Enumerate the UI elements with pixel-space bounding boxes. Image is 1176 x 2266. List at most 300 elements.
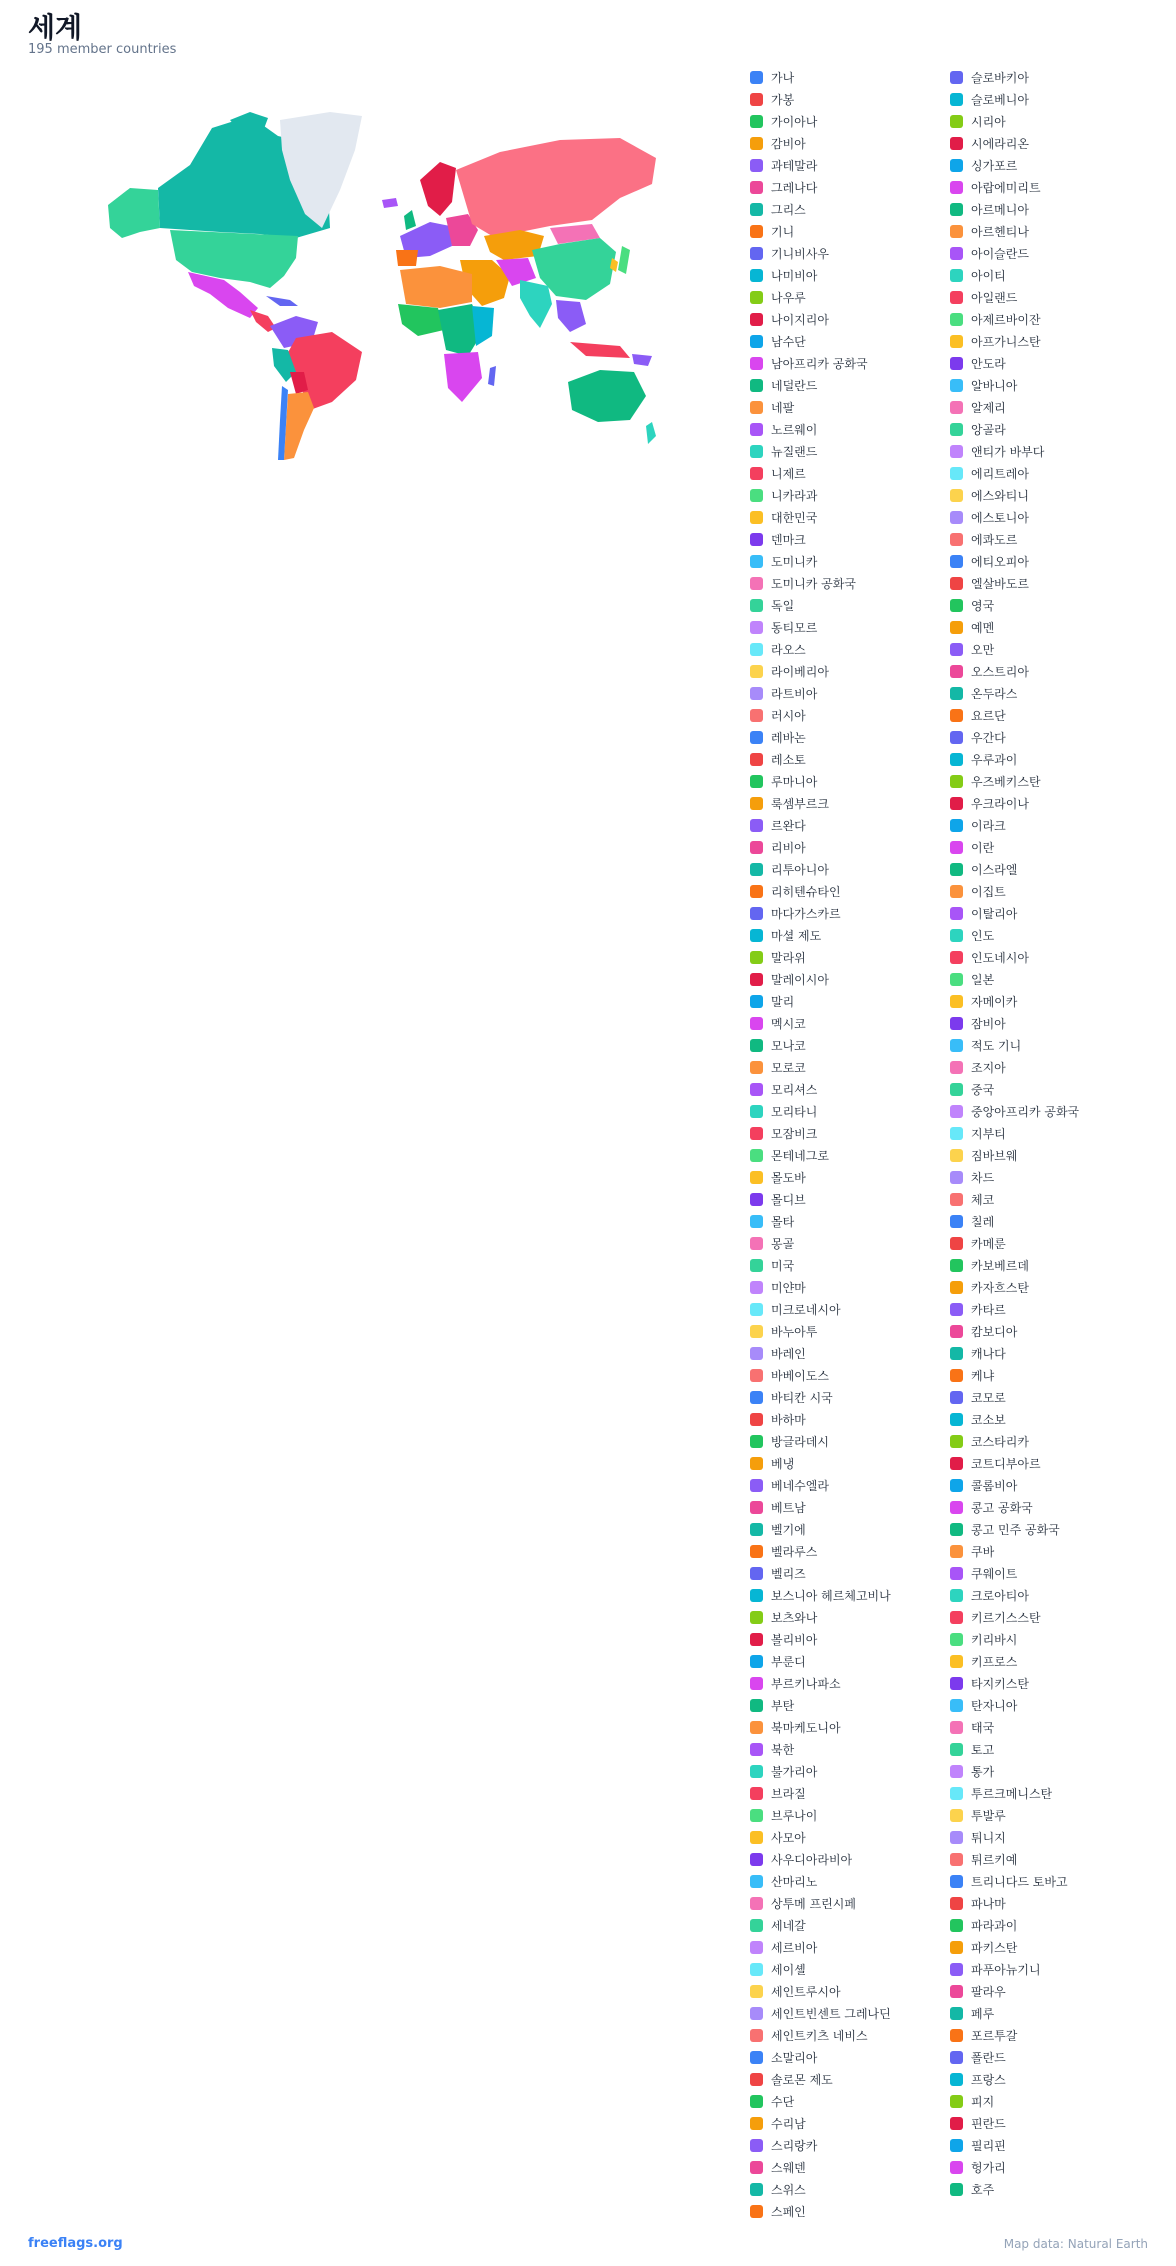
- legend-item[interactable]: [750, 1474, 950, 1496]
- legend-label: 리히텐슈타인: [771, 884, 841, 899]
- color-swatch: [950, 1743, 963, 1756]
- legend-item[interactable]: [950, 1452, 1150, 1474]
- legend-label: 바하마: [771, 1412, 806, 1427]
- legend-label: 멕시코: [771, 1016, 806, 1031]
- legend-label: 코트디부아르: [971, 1456, 1041, 1471]
- legend-item[interactable]: [950, 946, 1150, 968]
- legend-item[interactable]: [750, 220, 950, 242]
- legend-item[interactable]: [950, 990, 1150, 1012]
- legend-item[interactable]: [950, 1870, 1150, 1892]
- legend-item[interactable]: [950, 198, 1150, 220]
- map-region-argentina[interactable]: [284, 392, 314, 460]
- legend-label: 스위스: [771, 2182, 806, 2197]
- legend-item[interactable]: [950, 1232, 1150, 1254]
- legend-item[interactable]: [950, 1518, 1150, 1540]
- color-swatch: [950, 907, 963, 920]
- legend-item[interactable]: [950, 2024, 1150, 2046]
- legend-item[interactable]: [950, 1100, 1150, 1122]
- map-region-australia[interactable]: [568, 370, 646, 422]
- legend-item[interactable]: [750, 1694, 950, 1716]
- legend-item[interactable]: [950, 330, 1150, 352]
- legend-item[interactable]: [950, 1430, 1150, 1452]
- legend-item[interactable]: [950, 1188, 1150, 1210]
- legend-item[interactable]: [950, 594, 1150, 616]
- legend-item[interactable]: [750, 176, 950, 198]
- legend-item[interactable]: [750, 836, 950, 858]
- legend-item[interactable]: [750, 1056, 950, 1078]
- legend-item[interactable]: [950, 374, 1150, 396]
- legend-label: 투르크메니스탄: [971, 1786, 1053, 1801]
- legend-item[interactable]: [750, 1232, 950, 1254]
- legend-item[interactable]: [750, 1870, 950, 1892]
- legend-item[interactable]: [950, 1540, 1150, 1562]
- legend-item[interactable]: [950, 1408, 1150, 1430]
- legend-label: 아랍에미리트: [971, 180, 1041, 195]
- legend-item[interactable]: [750, 1408, 950, 1430]
- color-swatch: [950, 71, 963, 84]
- legend-item[interactable]: [950, 1716, 1150, 1738]
- legend-item[interactable]: [950, 484, 1150, 506]
- map-region-png[interactable]: [632, 354, 652, 366]
- legend-label: 탄자니아: [971, 1698, 1018, 1713]
- legend-item[interactable]: [750, 638, 950, 660]
- legend-item[interactable]: [750, 374, 950, 396]
- color-swatch: [950, 1215, 963, 1228]
- legend-item[interactable]: [950, 1034, 1150, 1056]
- legend-item[interactable]: [750, 110, 950, 132]
- legend-item[interactable]: [750, 88, 950, 110]
- legend-item[interactable]: [750, 1144, 950, 1166]
- legend-label: 브라질: [771, 1786, 806, 1801]
- legend-label: 일본: [971, 972, 995, 987]
- legend-label: 북한: [771, 1742, 795, 1757]
- legend-item[interactable]: [750, 2002, 950, 2024]
- legend-item[interactable]: [950, 352, 1150, 374]
- color-swatch: [950, 203, 963, 216]
- legend-item[interactable]: [750, 1980, 950, 2002]
- color-swatch: [950, 1567, 963, 1580]
- legend-item[interactable]: [950, 2046, 1150, 2068]
- legend-item[interactable]: [750, 1364, 950, 1386]
- legend-label: 잠비아: [971, 1016, 1006, 1031]
- legend-item[interactable]: [950, 1210, 1150, 1232]
- map-region-new-zealand[interactable]: [646, 422, 656, 444]
- legend-item[interactable]: [750, 2024, 950, 2046]
- legend-item[interactable]: [750, 704, 950, 726]
- legend-item[interactable]: [750, 264, 950, 286]
- legend-item[interactable]: [750, 770, 950, 792]
- legend-item[interactable]: [750, 1892, 950, 1914]
- color-swatch: [750, 1633, 763, 1646]
- legend-item[interactable]: [950, 1342, 1150, 1364]
- legend-item[interactable]: [950, 1672, 1150, 1694]
- legend-item[interactable]: [950, 1584, 1150, 1606]
- legend-item[interactable]: [750, 1276, 950, 1298]
- map-region-alaska[interactable]: [108, 188, 160, 238]
- legend-item[interactable]: [950, 2112, 1150, 2134]
- legend-item[interactable]: [750, 1166, 950, 1188]
- legend-item[interactable]: [950, 1980, 1150, 2002]
- legend-label: 벨기에: [771, 1522, 806, 1537]
- color-swatch: [750, 1523, 763, 1536]
- legend-item[interactable]: [750, 330, 950, 352]
- legend-item[interactable]: [750, 726, 950, 748]
- legend-label: 바레인: [771, 1346, 806, 1361]
- legend-item[interactable]: [750, 1496, 950, 1518]
- color-swatch: [750, 819, 763, 832]
- color-swatch: [750, 2095, 763, 2108]
- legend-item[interactable]: [750, 550, 950, 572]
- legend-label: 캄보디아: [971, 1324, 1018, 1339]
- color-swatch: [750, 467, 763, 480]
- legend-item[interactable]: [950, 2134, 1150, 2156]
- legend-label: 아일랜드: [971, 290, 1018, 305]
- color-swatch: [950, 2183, 963, 2196]
- legend-item[interactable]: [750, 462, 950, 484]
- legend-item[interactable]: [750, 594, 950, 616]
- legend-item[interactable]: [950, 814, 1150, 836]
- legend-item[interactable]: [750, 858, 950, 880]
- legend-item[interactable]: [950, 242, 1150, 264]
- legend-item[interactable]: [750, 1122, 950, 1144]
- legend-item[interactable]: [750, 1914, 950, 1936]
- color-swatch: [750, 797, 763, 810]
- map-region-usa[interactable]: [170, 230, 298, 288]
- legend-item[interactable]: [950, 308, 1150, 330]
- legend-item[interactable]: [750, 242, 950, 264]
- color-swatch: [950, 1501, 963, 1514]
- legend-item[interactable]: [950, 1562, 1150, 1584]
- legend-item[interactable]: [750, 1936, 950, 1958]
- legend-label: 카메룬: [971, 1236, 1006, 1251]
- legend-item[interactable]: [750, 198, 950, 220]
- legend-label: 이스라엘: [971, 862, 1018, 877]
- legend-label: 싱가포르: [971, 158, 1018, 173]
- legend-item[interactable]: [950, 2156, 1150, 2178]
- world-map[interactable]: [100, 110, 660, 470]
- legend-item[interactable]: [950, 220, 1150, 242]
- legend-label: 도미니카: [771, 554, 818, 569]
- legend-item[interactable]: [950, 1628, 1150, 1650]
- legend-item[interactable]: [750, 1078, 950, 1100]
- legend-label: 콩고 민주 공화국: [971, 1522, 1060, 1537]
- legend-item[interactable]: [950, 1804, 1150, 1826]
- legend-item[interactable]: [750, 1386, 950, 1408]
- legend-item[interactable]: [750, 2068, 950, 2090]
- legend-label: 코모로: [971, 1390, 1006, 1405]
- legend-label: 페루: [971, 2006, 995, 2021]
- legend-item[interactable]: [950, 1078, 1150, 1100]
- legend-item[interactable]: [950, 1914, 1150, 1936]
- legend-item[interactable]: [950, 264, 1150, 286]
- legend-item[interactable]: [950, 1958, 1150, 1980]
- legend-item[interactable]: [750, 1430, 950, 1452]
- map-region-southeast-asia[interactable]: [556, 300, 586, 332]
- legend-item[interactable]: [950, 2068, 1150, 2090]
- legend-item[interactable]: [950, 2178, 1150, 2200]
- color-swatch: [750, 1391, 763, 1404]
- legend-item[interactable]: [950, 638, 1150, 660]
- color-swatch: [950, 1061, 963, 1074]
- legend-item[interactable]: [950, 110, 1150, 132]
- legend-item[interactable]: [750, 682, 950, 704]
- color-swatch: [950, 1985, 963, 1998]
- legend-label: 이집트: [971, 884, 1006, 899]
- legend-item[interactable]: [950, 2090, 1150, 2112]
- legend-item[interactable]: [750, 154, 950, 176]
- legend-item[interactable]: [750, 1628, 950, 1650]
- legend-label: 키프로스: [971, 1654, 1018, 1669]
- legend-item[interactable]: [750, 792, 950, 814]
- color-swatch: [950, 335, 963, 348]
- color-swatch: [750, 1875, 763, 1888]
- legend-label: 마다가스카르: [771, 906, 841, 921]
- legend-item[interactable]: [750, 814, 950, 836]
- color-swatch: [750, 313, 763, 326]
- legend-item[interactable]: [750, 880, 950, 902]
- legend-label: 알바니아: [971, 378, 1018, 393]
- legend-item[interactable]: [950, 440, 1150, 462]
- legend-item[interactable]: [750, 968, 950, 990]
- map-region-southern-africa[interactable]: [444, 352, 482, 402]
- legend-item[interactable]: [750, 1034, 950, 1056]
- legend-item[interactable]: [950, 726, 1150, 748]
- color-swatch: [750, 203, 763, 216]
- legend-item[interactable]: [750, 2156, 950, 2178]
- legend-item[interactable]: [950, 1144, 1150, 1166]
- legend-item[interactable]: [950, 1386, 1150, 1408]
- map-region-scandinavia[interactable]: [420, 162, 456, 216]
- map-region-japan[interactable]: [618, 246, 630, 274]
- legend-item[interactable]: [750, 2046, 950, 2068]
- legend-item[interactable]: [950, 1320, 1150, 1342]
- legend-label: 슬로베니아: [971, 92, 1029, 107]
- legend-label: 트리니다드 토바고: [971, 1874, 1068, 1889]
- legend-item[interactable]: [750, 352, 950, 374]
- legend-item[interactable]: [950, 176, 1150, 198]
- legend-item[interactable]: [950, 1166, 1150, 1188]
- color-swatch: [950, 1721, 963, 1734]
- legend-item[interactable]: [950, 968, 1150, 990]
- map-region-russia[interactable]: [456, 138, 656, 236]
- legend-item[interactable]: [950, 1782, 1150, 1804]
- legend-item[interactable]: [750, 748, 950, 770]
- legend-item[interactable]: [950, 616, 1150, 638]
- legend-item[interactable]: [950, 1738, 1150, 1760]
- legend-item[interactable]: [750, 66, 950, 88]
- legend-label: 말라위: [771, 950, 806, 965]
- legend-item[interactable]: [750, 1188, 950, 1210]
- legend-item[interactable]: [950, 396, 1150, 418]
- legend-item[interactable]: [950, 154, 1150, 176]
- legend-label: 베냉: [771, 1456, 795, 1471]
- color-swatch: [950, 995, 963, 1008]
- legend-item[interactable]: [750, 924, 950, 946]
- legend-item[interactable]: [950, 704, 1150, 726]
- legend-item[interactable]: [750, 572, 950, 594]
- color-swatch: [750, 1677, 763, 1690]
- legend-item[interactable]: [750, 616, 950, 638]
- map-region-north-africa[interactable]: [400, 266, 472, 308]
- color-swatch: [750, 643, 763, 656]
- legend-item[interactable]: [950, 1760, 1150, 1782]
- legend-item[interactable]: [750, 528, 950, 550]
- legend-item[interactable]: [950, 1364, 1150, 1386]
- legend-item[interactable]: [750, 286, 950, 308]
- legend-item[interactable]: [750, 1826, 950, 1848]
- legend-label: 키르기스스탄: [971, 1610, 1041, 1625]
- legend-item[interactable]: [950, 770, 1150, 792]
- map-region-caribbean[interactable]: [266, 296, 298, 306]
- legend-item[interactable]: [950, 462, 1150, 484]
- legend-label: 이탈리아: [971, 906, 1018, 921]
- legend-item[interactable]: [950, 660, 1150, 682]
- legend-item[interactable]: [750, 2112, 950, 2134]
- legend-item[interactable]: [750, 1848, 950, 1870]
- legend-item[interactable]: [750, 1782, 950, 1804]
- legend-label: 산마리노: [771, 1874, 818, 1889]
- legend-item[interactable]: [950, 66, 1150, 88]
- legend-item[interactable]: [750, 1320, 950, 1342]
- legend-label: 벨리즈: [771, 1566, 806, 1581]
- legend-item[interactable]: [950, 1012, 1150, 1034]
- map-region-west-africa[interactable]: [398, 304, 444, 336]
- map-region-indonesia[interactable]: [570, 342, 630, 358]
- legend-item[interactable]: [750, 1012, 950, 1034]
- legend-item[interactable]: [750, 2134, 950, 2156]
- legend-label: 불가리아: [771, 1764, 818, 1779]
- legend-label: 파나마: [971, 1896, 1006, 1911]
- legend-item[interactable]: [950, 924, 1150, 946]
- color-swatch: [950, 159, 963, 172]
- legend-item[interactable]: [950, 748, 1150, 770]
- legend-item[interactable]: [750, 1298, 950, 1320]
- legend-item[interactable]: [950, 572, 1150, 594]
- legend-item[interactable]: [750, 2090, 950, 2112]
- color-swatch: [950, 2007, 963, 2020]
- legend-item[interactable]: [750, 1738, 950, 1760]
- map-region-iceland[interactable]: [382, 198, 398, 208]
- legend-item[interactable]: [950, 1122, 1150, 1144]
- legend-item[interactable]: [950, 1848, 1150, 1870]
- legend-item[interactable]: [750, 1760, 950, 1782]
- legend-label: 앤티가 바부다: [971, 444, 1045, 459]
- legend-item[interactable]: [750, 1606, 950, 1628]
- legend-item[interactable]: [750, 902, 950, 924]
- legend-item[interactable]: [750, 1716, 950, 1738]
- color-swatch: [950, 1391, 963, 1404]
- color-swatch: [950, 1017, 963, 1030]
- legend-item[interactable]: [950, 2002, 1150, 2024]
- map-region-iberia[interactable]: [396, 250, 418, 266]
- legend-item[interactable]: [950, 1936, 1150, 1958]
- legend-item[interactable]: [750, 1650, 950, 1672]
- legend-item[interactable]: [750, 1210, 950, 1232]
- legend-item[interactable]: [750, 308, 950, 330]
- legend-item[interactable]: [750, 132, 950, 154]
- color-swatch: [750, 401, 763, 414]
- legend-label: 튀니지: [971, 1830, 1006, 1845]
- legend-item[interactable]: [950, 1694, 1150, 1716]
- legend-item[interactable]: [950, 528, 1150, 550]
- legend-item[interactable]: [750, 484, 950, 506]
- map-region-uk[interactable]: [404, 210, 416, 230]
- legend-item[interactable]: [750, 2178, 950, 2200]
- legend-item[interactable]: [750, 1100, 950, 1122]
- legend-item[interactable]: [750, 1254, 950, 1276]
- legend-item[interactable]: [750, 396, 950, 418]
- color-swatch: [950, 1853, 963, 1866]
- color-swatch: [750, 1545, 763, 1558]
- color-swatch: [950, 1545, 963, 1558]
- legend-item[interactable]: [950, 1276, 1150, 1298]
- legend-item[interactable]: [950, 550, 1150, 572]
- map-region-india[interactable]: [520, 280, 552, 328]
- legend-label: 독일: [771, 598, 795, 613]
- legend-item[interactable]: [950, 506, 1150, 528]
- legend-item[interactable]: [950, 1254, 1150, 1276]
- legend-item[interactable]: [950, 1606, 1150, 1628]
- legend-item[interactable]: [950, 1056, 1150, 1078]
- legend-item[interactable]: [750, 1958, 950, 1980]
- legend-label: 우즈베키스탄: [971, 774, 1041, 789]
- legend-label: 지부티: [971, 1126, 1006, 1141]
- legend-item[interactable]: [950, 792, 1150, 814]
- legend-item[interactable]: [950, 836, 1150, 858]
- legend-item[interactable]: [950, 682, 1150, 704]
- map-region-madagascar[interactable]: [488, 366, 496, 386]
- legend-item[interactable]: [750, 1452, 950, 1474]
- legend-label: 라이베리아: [771, 664, 829, 679]
- brand-link[interactable]: freeflags.org: [28, 2236, 123, 2251]
- legend-item[interactable]: [750, 1342, 950, 1364]
- legend-item[interactable]: [950, 1298, 1150, 1320]
- legend-item[interactable]: [950, 418, 1150, 440]
- legend-item[interactable]: [750, 990, 950, 1012]
- legend-item[interactable]: [750, 1584, 950, 1606]
- legend-item[interactable]: [950, 286, 1150, 308]
- legend-label: 파키스탄: [971, 1940, 1018, 1955]
- legend-item[interactable]: [950, 858, 1150, 880]
- legend-item[interactable]: [950, 902, 1150, 924]
- legend-item[interactable]: [750, 1804, 950, 1826]
- legend-item[interactable]: [950, 1474, 1150, 1496]
- legend-item[interactable]: [750, 440, 950, 462]
- legend-item[interactable]: [950, 1826, 1150, 1848]
- legend-item[interactable]: [750, 1562, 950, 1584]
- legend-item[interactable]: [750, 946, 950, 968]
- legend-item[interactable]: [750, 660, 950, 682]
- legend-item[interactable]: [750, 1518, 950, 1540]
- color-swatch: [750, 1413, 763, 1426]
- color-swatch: [950, 2161, 963, 2174]
- legend-item[interactable]: [750, 418, 950, 440]
- legend-item[interactable]: [950, 880, 1150, 902]
- legend-item[interactable]: [950, 1892, 1150, 1914]
- legend-item[interactable]: [950, 88, 1150, 110]
- legend-item[interactable]: [950, 132, 1150, 154]
- color-swatch: [750, 1611, 763, 1624]
- legend-item[interactable]: [750, 1540, 950, 1562]
- legend-label: 스페인: [771, 2204, 806, 2219]
- legend-item[interactable]: [750, 1672, 950, 1694]
- legend-item[interactable]: [750, 506, 950, 528]
- legend-item[interactable]: [750, 2200, 950, 2222]
- legend-item[interactable]: [950, 1496, 1150, 1518]
- color-swatch: [950, 423, 963, 436]
- legend-item[interactable]: [950, 1650, 1150, 1672]
- color-swatch: [750, 511, 763, 524]
